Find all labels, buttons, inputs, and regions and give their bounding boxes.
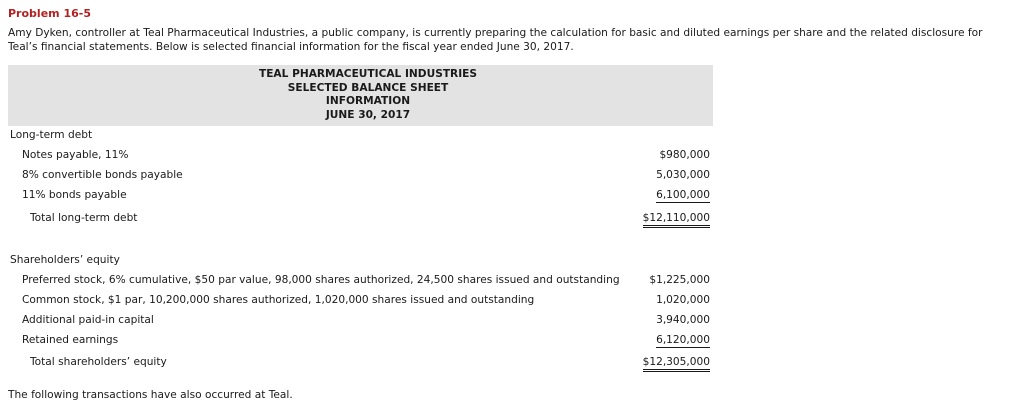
table-row	[8, 166, 713, 186]
total-label: Total long-term debt	[30, 212, 138, 224]
table-row	[8, 331, 713, 351]
header-date: JUNE 30, 2017	[325, 108, 411, 121]
section-heading-long-term-debt: Long-term debt	[10, 129, 93, 141]
problem-title: Problem 16-5	[8, 7, 91, 20]
row-amount: 6,100,000	[656, 189, 710, 201]
row-amount: $1,225,000	[649, 274, 710, 286]
row-label: 8% convertible bonds payable	[22, 169, 183, 181]
problem-intro: Amy Dyken, controller at Teal Pharmaceutical Industries, a public company, is currently preparing the calculation for basic and diluted earnings per share and the related disclosure for Teal’s financial statements. Below is selected financial information for the fiscal year ended June 30, 2017.	[8, 27, 983, 53]
table-header	[8, 65, 713, 126]
table-row	[8, 311, 713, 331]
row-label: Retained earnings	[22, 334, 119, 346]
table-row	[8, 146, 713, 166]
total-amount: $12,305,000	[643, 356, 710, 372]
total-row	[8, 353, 713, 373]
section-row	[8, 126, 713, 146]
row-amount: 1,020,000	[656, 294, 710, 306]
table-row	[8, 291, 713, 311]
total-amount: $12,110,000	[643, 212, 710, 228]
row-amount: $980,000	[659, 149, 710, 161]
row-label: Preferred stock, 6% cumulative, $50 par value, 98,000 shares authorized, 24,500 shares issued and outstanding	[22, 274, 620, 286]
footer-text: The following transactions have also occurred at Teal.	[8, 389, 293, 401]
row-amount: 5,030,000	[656, 169, 710, 181]
header-company: TEAL PHARMACEUTICAL INDUSTRIES	[258, 68, 478, 80]
table-row	[8, 186, 713, 206]
row-label: Notes payable, 11%	[22, 149, 129, 161]
header-information: INFORMATION	[325, 95, 411, 107]
section-heading-shareholders-equity: Shareholders’ equity	[10, 254, 120, 266]
total-label: Total shareholders’ equity	[30, 356, 167, 368]
total-row	[8, 209, 713, 229]
section-row	[8, 251, 713, 271]
row-amount: 6,120,000	[656, 334, 710, 346]
row-label: 11% bonds payable	[22, 189, 127, 201]
header-statement: SELECTED BALANCE SHEET	[287, 81, 449, 94]
table-row	[8, 271, 713, 291]
row-label: Additional paid-in capital	[22, 314, 154, 326]
row-label: Common stock, $1 par, 10,200,000 shares authorized, 1,020,000 shares issued and outstanding	[22, 294, 535, 306]
row-amount: 3,940,000	[656, 314, 710, 326]
